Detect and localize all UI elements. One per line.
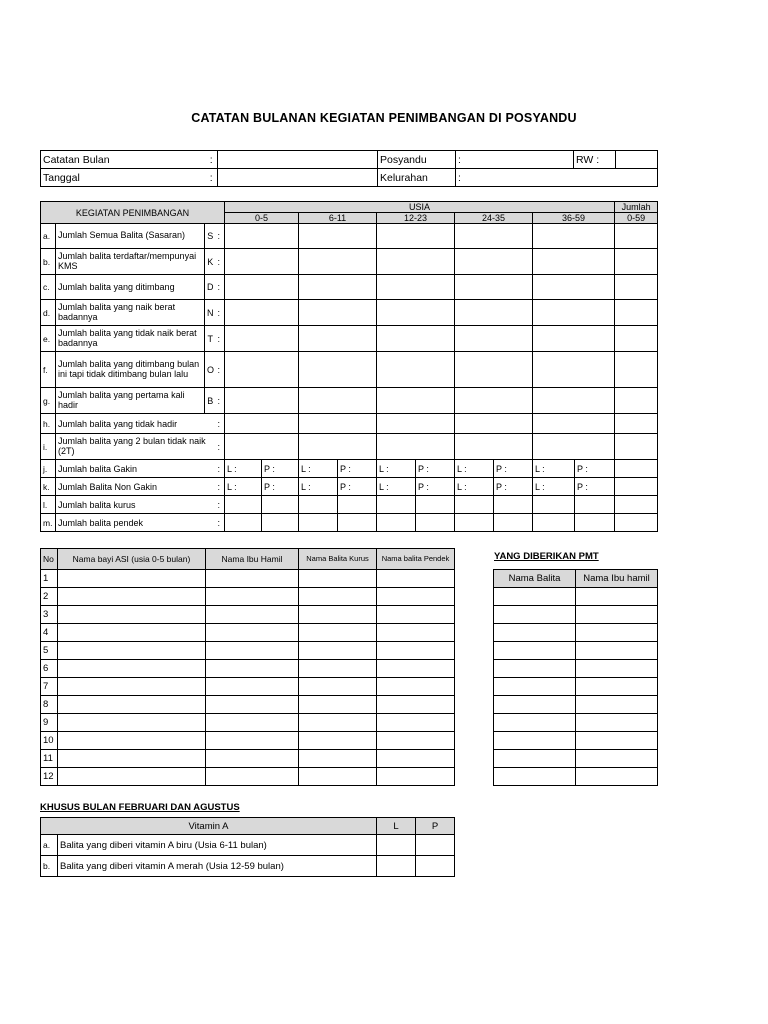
cell-36-59[interactable] <box>533 352 615 388</box>
cell[interactable] <box>575 496 615 514</box>
cell-12-23[interactable] <box>377 388 455 414</box>
cell-nama-balita[interactable] <box>494 624 576 642</box>
cell-nama-balita[interactable] <box>494 660 576 678</box>
cell-nama-balita[interactable] <box>494 768 576 786</box>
row-number: 9 <box>41 714 58 732</box>
cell-nama-pendek[interactable] <box>377 642 455 660</box>
colon: : <box>216 496 225 514</box>
row-number: 10 <box>41 732 58 750</box>
cell-nama-ibu[interactable] <box>206 606 299 624</box>
cell-l-6-11[interactable]: L : <box>299 460 338 478</box>
cell[interactable] <box>225 514 262 532</box>
cell-nama-ibu-hamil[interactable] <box>576 750 658 768</box>
age-0-59: 0-59 <box>615 213 658 224</box>
colon: : <box>216 388 225 414</box>
cell-l[interactable] <box>377 835 416 856</box>
cell-nama-bayi[interactable] <box>58 768 206 786</box>
cell-36-59[interactable] <box>533 326 615 352</box>
row-letter: d. <box>41 300 56 326</box>
cell[interactable] <box>338 514 377 532</box>
row-code: O <box>205 352 216 388</box>
cell-nama-balita[interactable] <box>494 606 576 624</box>
cell-36-59[interactable] <box>533 275 615 300</box>
cell[interactable] <box>533 514 575 532</box>
cell-nama-ibu-hamil[interactable] <box>576 606 658 624</box>
catatan-bulan-field[interactable] <box>218 151 378 169</box>
row-letter: b. <box>41 249 56 275</box>
cell-nama-ibu-hamil[interactable] <box>576 768 658 786</box>
cell-24-35[interactable] <box>455 434 533 460</box>
age-12-23: 12-23 <box>377 213 455 224</box>
age-24-35: 24-35 <box>455 213 533 224</box>
cell-l-24-35[interactable]: L : <box>455 460 494 478</box>
colon: : <box>206 151 218 169</box>
cell[interactable] <box>494 514 533 532</box>
pmt-table <box>493 569 658 786</box>
cell-l-36-59[interactable]: L : <box>533 460 575 478</box>
row-letter: k. <box>41 478 56 496</box>
cell-6-11[interactable] <box>299 352 377 388</box>
cell-jumlah[interactable] <box>615 388 658 414</box>
asi-table <box>40 548 455 786</box>
rw-label: RW : <box>574 151 616 169</box>
cell-nama-ibu[interactable] <box>206 660 299 678</box>
cell-12-23[interactable] <box>377 224 455 249</box>
row-label: Jumlah balita yang tidak naik berat badannya <box>56 326 205 352</box>
cell-6-11[interactable] <box>299 275 377 300</box>
row-letter: l. <box>41 496 56 514</box>
row-letter: e. <box>41 326 56 352</box>
cell-nama-balita[interactable] <box>494 750 576 768</box>
cell[interactable] <box>377 496 416 514</box>
cell-nama-kurus[interactable] <box>299 570 377 588</box>
row-number: 1 <box>41 570 58 588</box>
row-label: Jumlah balita yang ditimbang <box>56 275 205 300</box>
cell-0-5[interactable] <box>225 352 299 388</box>
cell[interactable] <box>338 496 377 514</box>
cell-nama-balita[interactable] <box>494 714 576 732</box>
cell-p-24-35[interactable]: P : <box>494 478 533 496</box>
row-label: Balita yang diberi vitamin A merah (Usia 12-59 bulan) <box>58 856 377 877</box>
cell-nama-bayi[interactable] <box>58 714 206 732</box>
l-header: L <box>377 818 416 835</box>
age-6-11: 6-11 <box>299 213 377 224</box>
cell-nama-kurus[interactable] <box>299 642 377 660</box>
cell-jumlah[interactable] <box>615 460 658 478</box>
cell-l-12-23[interactable]: L : <box>377 478 416 496</box>
cell-12-23[interactable] <box>377 352 455 388</box>
row-number: 7 <box>41 678 58 696</box>
cell-l-24-35[interactable]: L : <box>455 478 494 496</box>
colon: : <box>216 414 225 434</box>
cell-nama-kurus[interactable] <box>299 696 377 714</box>
cell-12-23[interactable] <box>377 275 455 300</box>
catatan-bulan-label: Catatan Bulan <box>41 151 206 169</box>
cell-nama-ibu[interactable] <box>206 678 299 696</box>
cell-p-0-5[interactable]: P : <box>262 460 299 478</box>
cell-0-5[interactable] <box>225 249 299 275</box>
tanggal-field[interactable] <box>218 169 378 187</box>
cell-6-11[interactable] <box>299 326 377 352</box>
cell-12-23[interactable] <box>377 249 455 275</box>
cell-l-6-11[interactable]: L : <box>299 478 338 496</box>
cell-nama-kurus[interactable] <box>299 624 377 642</box>
cell-jumlah[interactable] <box>615 434 658 460</box>
row-number: 11 <box>41 750 58 768</box>
cell-jumlah[interactable] <box>615 275 658 300</box>
row-letter: c. <box>41 275 56 300</box>
kelurahan-field[interactable] <box>456 169 658 187</box>
cell-0-5[interactable] <box>225 224 299 249</box>
cell-nama-bayi[interactable] <box>58 660 206 678</box>
row-label: Jumlah balita yang tidak hadir <box>56 414 216 434</box>
cell-nama-kurus[interactable] <box>299 750 377 768</box>
row-label: Jumlah balita yang pertama kali hadir <box>56 388 205 414</box>
cell-6-11[interactable] <box>299 249 377 275</box>
cell-nama-balita[interactable] <box>494 642 576 660</box>
cell-6-11[interactable] <box>299 300 377 326</box>
row-letter: j. <box>41 460 56 478</box>
nama-kurus-header: Nama Balita Kurus <box>299 549 377 570</box>
cell-nama-ibu-hamil[interactable] <box>576 732 658 750</box>
cell-nama-bayi[interactable] <box>58 678 206 696</box>
colon: : <box>216 224 225 249</box>
row-code: S <box>205 224 216 249</box>
cell-24-35[interactable] <box>455 275 533 300</box>
usia-header: USIA <box>225 202 615 213</box>
cell[interactable] <box>299 496 338 514</box>
cell-nama-bayi[interactable] <box>58 570 206 588</box>
cell-p-36-59[interactable]: P : <box>575 460 615 478</box>
cell-nama-pendek[interactable] <box>377 660 455 678</box>
cell[interactable] <box>262 496 299 514</box>
cell-24-35[interactable] <box>455 224 533 249</box>
cell-6-11[interactable] <box>299 434 377 460</box>
row-number: 12 <box>41 768 58 786</box>
cell-36-59[interactable] <box>533 224 615 249</box>
cell-24-35[interactable] <box>455 326 533 352</box>
cell-l[interactable] <box>377 856 416 877</box>
cell-nama-bayi[interactable] <box>58 642 206 660</box>
cell-nama-bayi[interactable] <box>58 588 206 606</box>
cell-0-5[interactable] <box>225 434 299 460</box>
cell-nama-kurus[interactable] <box>299 768 377 786</box>
cell[interactable] <box>416 514 455 532</box>
row-letter: m. <box>41 514 56 532</box>
cell-l-12-23[interactable]: L : <box>377 460 416 478</box>
cell[interactable] <box>416 496 455 514</box>
row-code: D <box>205 275 216 300</box>
rw-field[interactable] <box>616 151 658 169</box>
cell-jumlah[interactable] <box>615 249 658 275</box>
row-code: T <box>205 326 216 352</box>
cell-p-24-35[interactable]: P : <box>494 460 533 478</box>
nama-ibu-header: Nama Ibu Hamil <box>206 549 299 570</box>
jumlah-header: Jumlah <box>615 202 658 213</box>
cell-nama-balita[interactable] <box>494 588 576 606</box>
cell[interactable] <box>299 514 338 532</box>
cell-6-11[interactable] <box>299 388 377 414</box>
kegiatan-table <box>40 201 658 532</box>
cell-jumlah[interactable] <box>615 496 658 514</box>
cell-24-35[interactable] <box>455 300 533 326</box>
cell-p-6-11[interactable]: P : <box>338 478 377 496</box>
cell-nama-pendek[interactable] <box>377 768 455 786</box>
cell-12-23[interactable] <box>377 414 455 434</box>
cell[interactable] <box>377 514 416 532</box>
colon: : <box>216 326 225 352</box>
cell-nama-kurus[interactable] <box>299 732 377 750</box>
cell-0-5[interactable] <box>225 414 299 434</box>
nama-pendek-header: Nama balita Pendek <box>377 549 455 570</box>
cell-12-23[interactable] <box>377 434 455 460</box>
colon: : <box>216 434 225 460</box>
row-label: Jumlah Semua Balita (Sasaran) <box>56 224 205 249</box>
row-label: Jumlah balita yang 2 bulan tidak naik (2T) <box>56 434 216 460</box>
cell-0-5[interactable] <box>225 275 299 300</box>
cell-nama-bayi[interactable] <box>58 696 206 714</box>
cell-0-5[interactable] <box>225 326 299 352</box>
cell-nama-kurus[interactable] <box>299 606 377 624</box>
cell-nama-pendek[interactable] <box>377 732 455 750</box>
cell-nama-kurus[interactable] <box>299 714 377 732</box>
row-label: Balita yang diberi vitamin A biru (Usia 6-11 bulan) <box>58 835 377 856</box>
cell-jumlah[interactable] <box>615 514 658 532</box>
row-code: N <box>205 300 216 326</box>
cell[interactable] <box>455 514 494 532</box>
cell-nama-balita[interactable] <box>494 696 576 714</box>
row-number: 3 <box>41 606 58 624</box>
cell-l-36-59[interactable]: L : <box>533 478 575 496</box>
vitamin-header: Vitamin A <box>41 818 377 835</box>
row-letter: a. <box>41 835 58 856</box>
cell-nama-pendek[interactable] <box>377 570 455 588</box>
row-code: K <box>205 249 216 275</box>
cell-36-59[interactable] <box>533 434 615 460</box>
row-label: Jumlah balita kurus <box>56 496 216 514</box>
cell-nama-balita[interactable] <box>494 678 576 696</box>
cell[interactable] <box>494 496 533 514</box>
cell-nama-ibu-hamil[interactable] <box>576 678 658 696</box>
cell-nama-kurus[interactable] <box>299 660 377 678</box>
cell-nama-ibu[interactable] <box>206 588 299 606</box>
cell-nama-pendek[interactable] <box>377 606 455 624</box>
cell-p-6-11[interactable]: P : <box>338 460 377 478</box>
cell-24-35[interactable] <box>455 414 533 434</box>
cell-nama-ibu-hamil[interactable] <box>576 642 658 660</box>
row-number: 5 <box>41 642 58 660</box>
cell-nama-bayi[interactable] <box>58 624 206 642</box>
cell-l-0-5[interactable]: L : <box>225 478 262 496</box>
cell-nama-ibu[interactable] <box>206 570 299 588</box>
vitamin-table <box>40 817 455 877</box>
cell-nama-kurus[interactable] <box>299 678 377 696</box>
cell[interactable] <box>575 514 615 532</box>
row-letter: f. <box>41 352 56 388</box>
row-code: B <box>205 388 216 414</box>
row-letter: i. <box>41 434 56 460</box>
cell[interactable] <box>455 496 494 514</box>
cell-nama-ibu[interactable] <box>206 768 299 786</box>
cell-0-5[interactable] <box>225 300 299 326</box>
colon: : <box>458 153 461 166</box>
cell[interactable] <box>262 514 299 532</box>
cell-nama-pendek[interactable] <box>377 588 455 606</box>
pmt-title: YANG DIBERIKAN PMT <box>494 551 599 562</box>
cell-24-35[interactable] <box>455 388 533 414</box>
row-label: Jumlah balita Gakin <box>56 460 216 478</box>
row-letter: g. <box>41 388 56 414</box>
cell-nama-ibu[interactable] <box>206 714 299 732</box>
row-label: Jumlah balita terdaftar/mempunyai KMS <box>56 249 205 275</box>
cell-nama-ibu-hamil[interactable] <box>576 696 658 714</box>
row-letter: a. <box>41 224 56 249</box>
nama-balita-header: Nama Balita <box>494 570 576 588</box>
cell-p-36-59[interactable]: P : <box>575 478 615 496</box>
p-header: P <box>416 818 455 835</box>
cell-nama-ibu[interactable] <box>206 642 299 660</box>
colon: : <box>216 478 225 496</box>
cell-nama-pendek[interactable] <box>377 750 455 768</box>
cell-p[interactable] <box>416 835 455 856</box>
colon: : <box>458 171 461 184</box>
row-number: 6 <box>41 660 58 678</box>
row-letter: h. <box>41 414 56 434</box>
cell-24-35[interactable] <box>455 352 533 388</box>
khusus-title: KHUSUS BULAN FEBRUARI DAN AGUSTUS <box>40 802 240 813</box>
kegiatan-header: KEGIATAN PENIMBANGAN <box>41 202 225 224</box>
cell-nama-ibu[interactable] <box>206 732 299 750</box>
cell-24-35[interactable] <box>455 249 533 275</box>
cell[interactable] <box>225 496 262 514</box>
posyandu-label: Posyandu <box>378 151 456 169</box>
age-0-5: 0-5 <box>225 213 299 224</box>
cell-12-23[interactable] <box>377 326 455 352</box>
colon: : <box>216 352 225 388</box>
cell-jumlah[interactable] <box>615 300 658 326</box>
cell-36-59[interactable] <box>533 300 615 326</box>
cell-nama-pendek[interactable] <box>377 714 455 732</box>
row-label: Jumlah Balita Non Gakin <box>56 478 216 496</box>
colon: : <box>206 169 218 187</box>
row-number: 2 <box>41 588 58 606</box>
cell-jumlah[interactable] <box>615 414 658 434</box>
row-number: 4 <box>41 624 58 642</box>
cell-nama-bayi[interactable] <box>58 732 206 750</box>
cell-nama-pendek[interactable] <box>377 678 455 696</box>
row-number: 8 <box>41 696 58 714</box>
cell-nama-ibu-hamil[interactable] <box>576 714 658 732</box>
cell-nama-balita[interactable] <box>494 732 576 750</box>
cell-36-59[interactable] <box>533 414 615 434</box>
cell-nama-ibu-hamil[interactable] <box>576 588 658 606</box>
row-letter: b. <box>41 856 58 877</box>
page-title: CATATAN BULANAN KEGIATAN PENIMBANGAN DI POSYANDU <box>191 111 577 125</box>
kelurahan-label: Kelurahan <box>378 169 456 187</box>
nama-bayi-header: Nama bayi ASI (usia 0-5 bulan) <box>58 549 206 570</box>
cell-36-59[interactable] <box>533 388 615 414</box>
cell[interactable] <box>533 496 575 514</box>
tanggal-label: Tanggal <box>41 169 206 187</box>
colon: : <box>216 460 225 478</box>
cell-6-11[interactable] <box>299 414 377 434</box>
cell-nama-ibu[interactable] <box>206 624 299 642</box>
cell-nama-pendek[interactable] <box>377 696 455 714</box>
cell-nama-ibu-hamil[interactable] <box>576 624 658 642</box>
cell-nama-ibu[interactable] <box>206 696 299 714</box>
age-36-59: 36-59 <box>533 213 615 224</box>
cell-6-11[interactable] <box>299 224 377 249</box>
colon: : <box>216 514 225 532</box>
row-label: Jumlah balita yang naik berat badannya <box>56 300 205 326</box>
cell-0-5[interactable] <box>225 388 299 414</box>
cell-jumlah[interactable] <box>615 352 658 388</box>
cell-p[interactable] <box>416 856 455 877</box>
colon: : <box>216 300 225 326</box>
cell-jumlah[interactable] <box>615 224 658 249</box>
cell-p-12-23[interactable]: P : <box>416 460 455 478</box>
cell-nama-ibu-hamil[interactable] <box>576 660 658 678</box>
row-label: Jumlah balita pendek <box>56 514 216 532</box>
cell-36-59[interactable] <box>533 249 615 275</box>
colon: : <box>216 249 225 275</box>
cell-jumlah[interactable] <box>615 326 658 352</box>
row-label: Jumlah balita yang ditimbang bulan ini tapi tidak ditimbang bulan lalu <box>56 352 205 388</box>
cell-nama-bayi[interactable] <box>58 606 206 624</box>
cell-p-0-5[interactable]: P : <box>262 478 299 496</box>
cell-p-12-23[interactable]: P : <box>416 478 455 496</box>
colon: : <box>216 275 225 300</box>
cell-l-0-5[interactable]: L : <box>225 460 262 478</box>
cell-nama-ibu[interactable] <box>206 750 299 768</box>
cell-nama-pendek[interactable] <box>377 624 455 642</box>
nama-ibu-hamil-header: Nama Ibu hamil <box>576 570 658 588</box>
cell-12-23[interactable] <box>377 300 455 326</box>
header-form-table <box>40 150 658 187</box>
no-header: No <box>41 549 58 570</box>
cell-nama-bayi[interactable] <box>58 750 206 768</box>
cell-nama-kurus[interactable] <box>299 588 377 606</box>
cell-jumlah[interactable] <box>615 478 658 496</box>
posyandu-field[interactable] <box>456 151 574 169</box>
